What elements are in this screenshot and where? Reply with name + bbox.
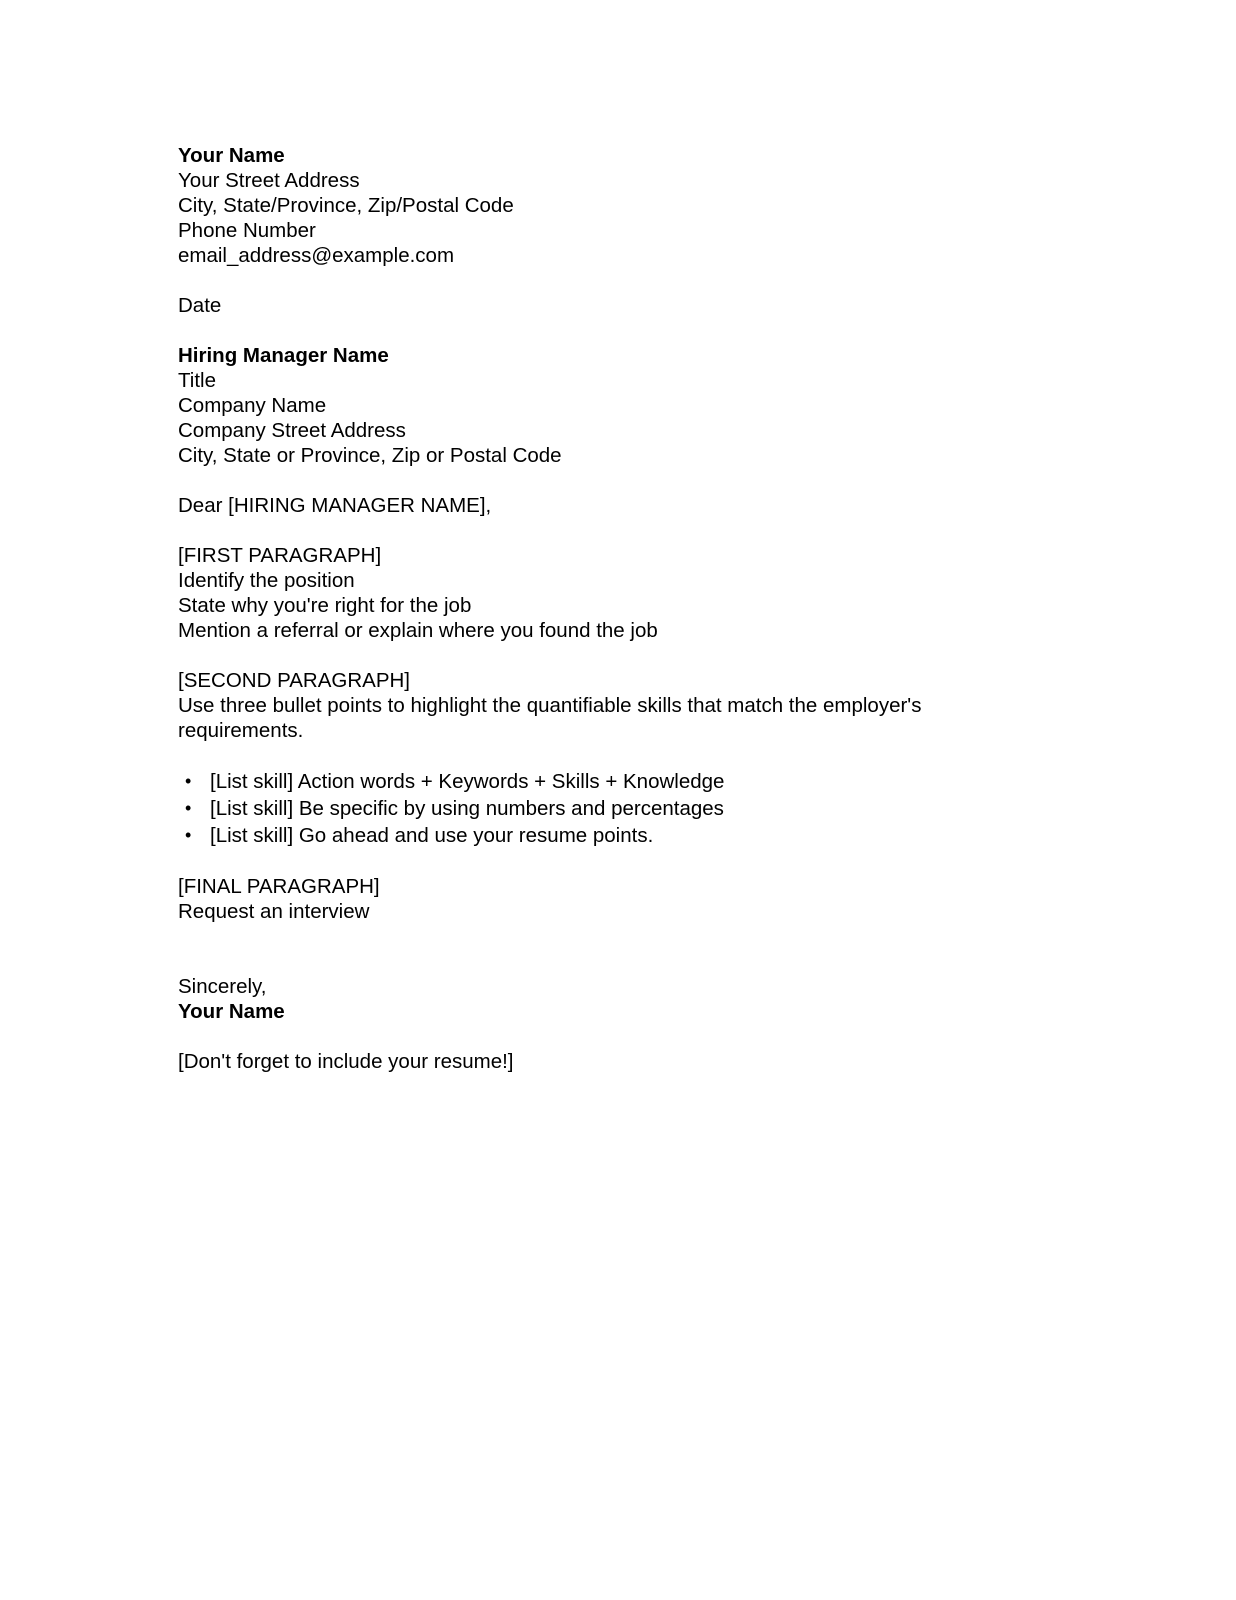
second-paragraph-block xyxy=(178,668,988,743)
skill-bullet-text: [List skill] Be specific by using numbers and percentages xyxy=(210,797,724,820)
bullet-icon: • xyxy=(185,771,192,791)
first-paragraph-line: State why you're right for the job xyxy=(178,594,472,617)
cover-letter-body xyxy=(178,143,988,1074)
sender-city-line: City, State/Province, Zip/Postal Code xyxy=(178,194,514,217)
skill-bullet-item xyxy=(178,768,988,795)
skill-bullet-list xyxy=(178,768,988,849)
recipient-company: Company Name xyxy=(178,394,327,417)
recipient-street: Company Street Address xyxy=(178,419,406,442)
sender-phone: Phone Number xyxy=(178,219,316,242)
date-block xyxy=(178,293,988,318)
sender-street: Your Street Address xyxy=(178,169,360,192)
postscript-block xyxy=(178,1049,988,1074)
first-paragraph-block xyxy=(178,543,988,643)
first-paragraph-line: Mention a referral or explain where you found the job xyxy=(178,619,658,642)
final-paragraph-heading: [FINAL PARAGRAPH] xyxy=(178,875,380,898)
recipient-name: Hiring Manager Name xyxy=(178,344,389,367)
signature-name: Your Name xyxy=(178,1000,285,1023)
final-paragraph-block xyxy=(178,874,988,924)
valediction-text: Sincerely, xyxy=(178,975,267,998)
recipient-title: Title xyxy=(178,369,216,392)
skill-bullet-text: [List skill] Action words + Keywords + Skills + Knowledge xyxy=(210,770,725,793)
first-paragraph-heading: [FIRST PARAGRAPH] xyxy=(178,544,382,567)
skill-bullet-item xyxy=(178,822,988,849)
sender-email: email_address@example.com xyxy=(178,244,455,267)
second-paragraph-line: requirements. xyxy=(178,719,304,742)
sender-name: Your Name xyxy=(178,144,285,167)
recipient-block xyxy=(178,343,988,468)
second-paragraph-line: Use three bullet points to highlight the quantifiable skills that match the employer's xyxy=(178,694,922,717)
skill-bullet-text: [List skill] Go ahead and use your resume points. xyxy=(210,824,654,847)
skill-bullet-item xyxy=(178,795,988,822)
first-paragraph-line: Identify the position xyxy=(178,569,355,592)
second-paragraph-heading: [SECOND PARAGRAPH] xyxy=(178,669,410,692)
bullet-icon: • xyxy=(185,825,192,845)
greeting-block xyxy=(178,493,988,518)
recipient-city-line: City, State or Province, Zip or Postal Code xyxy=(178,444,562,467)
final-paragraph-line: Request an interview xyxy=(178,900,370,923)
sender-block xyxy=(178,143,988,268)
bullet-icon: • xyxy=(185,798,192,818)
postscript-text: [Don't forget to include your resume!] xyxy=(178,1050,514,1073)
greeting-text: Dear [HIRING MANAGER NAME], xyxy=(178,494,492,517)
closing-block xyxy=(178,974,988,1024)
date-text: Date xyxy=(178,294,222,317)
